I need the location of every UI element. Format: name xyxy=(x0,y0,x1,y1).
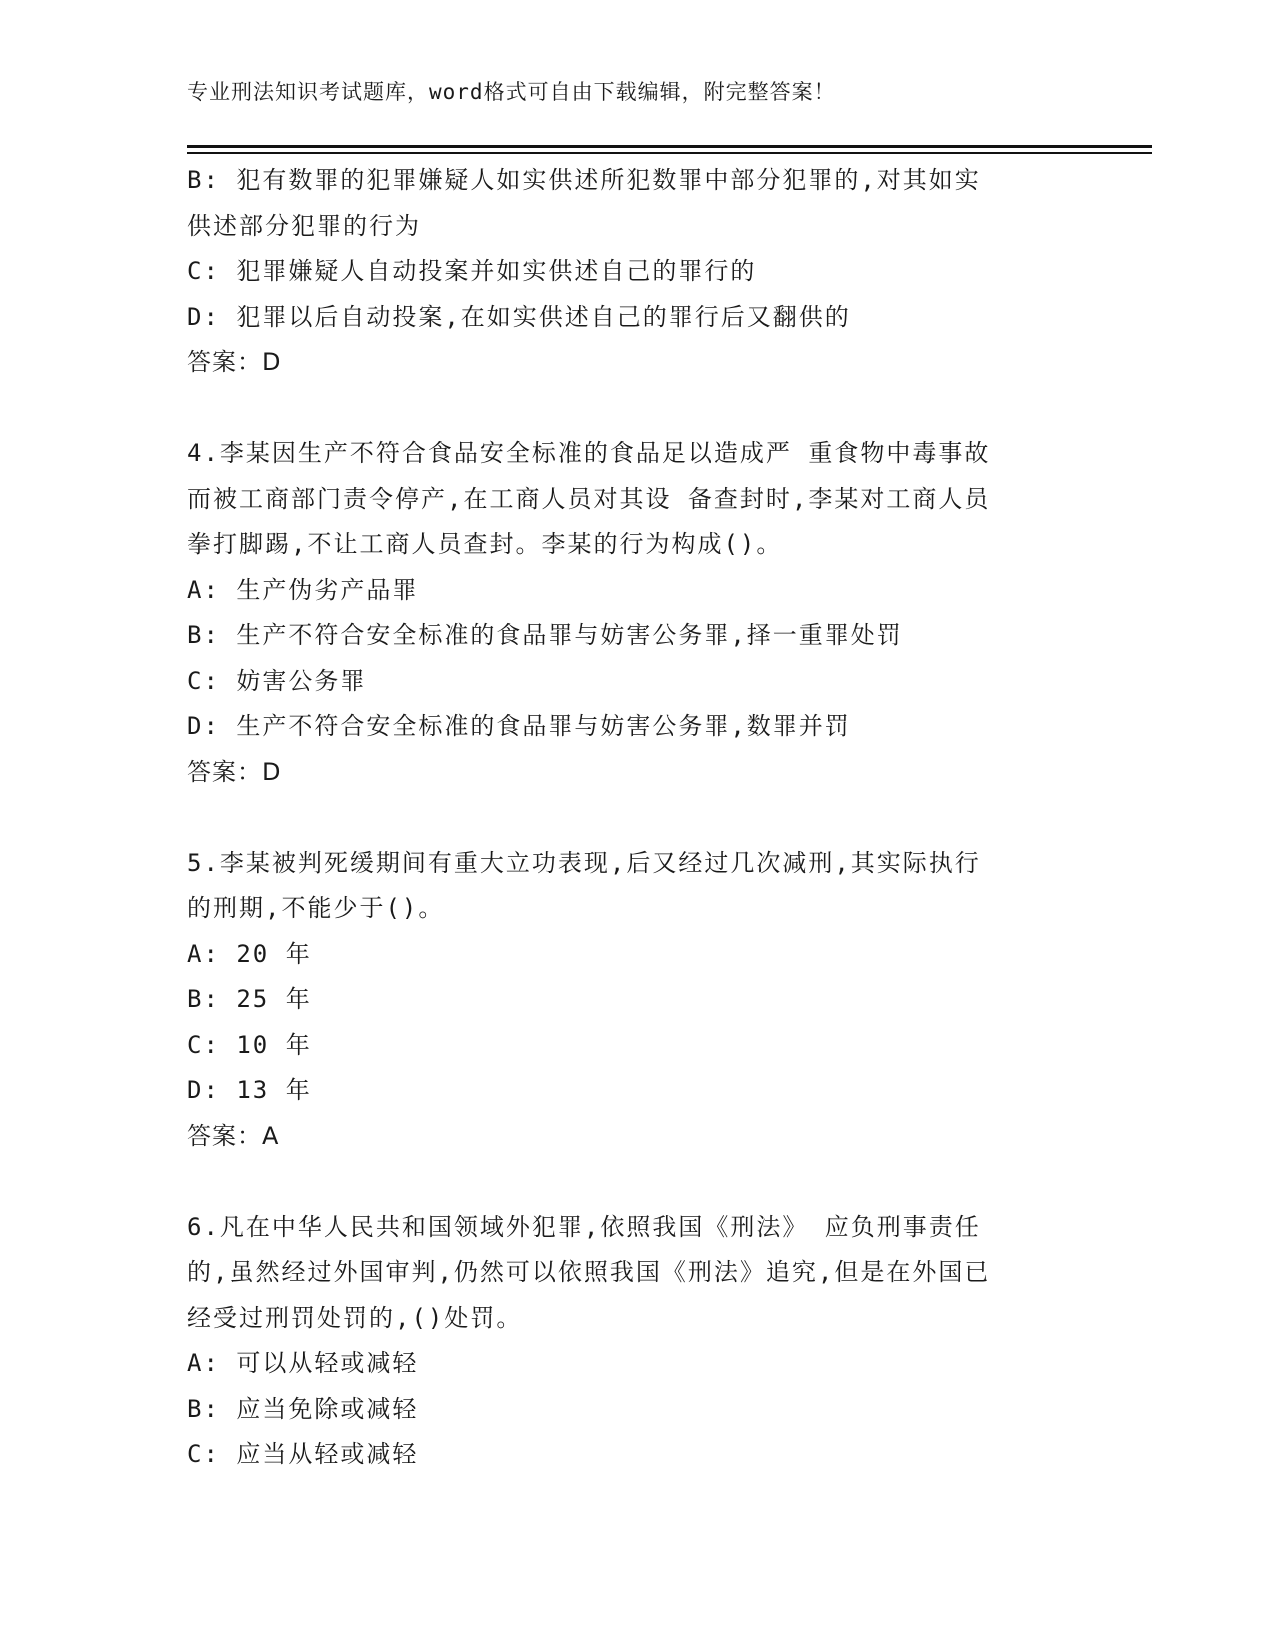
page-header: 专业刑法知识考试题库，word格式可自由下载编辑，附完整答案！ xyxy=(187,80,836,104)
q6-option-a: A: 可以从轻或减轻 xyxy=(187,1349,419,1377)
header-rule-thin xyxy=(187,152,1152,154)
q5-answer: 答案：A xyxy=(187,1121,280,1150)
spacer xyxy=(187,386,1087,432)
q5-option-c: C: 10 年 xyxy=(187,1030,312,1059)
q6-stem-line2: 的,虽然经过外国审判,仍然可以依照我国《刑法》追究,但是在外国已 xyxy=(187,1258,991,1286)
q6-option-c: C: 应当从轻或减轻 xyxy=(187,1440,419,1468)
q4-answer: 答案：D xyxy=(187,757,282,786)
q6-stem-line3: 经受过刑罚处罚的,()处罚。 xyxy=(187,1303,523,1332)
q5-option-b: B: 25 年 xyxy=(187,985,312,1013)
q4-stem-line2: 而被工商部门责令停产,在工商人员对其设 备查封时,李某对工商人员 xyxy=(187,484,991,513)
document-body xyxy=(187,158,1087,1478)
q6-stem-line1: 6.凡在中华人民共和国领域外犯罪,依照我国《刑法》 应负刑事责任 xyxy=(187,1212,981,1241)
spacer xyxy=(187,1159,1087,1205)
q4-option-a: A: 生产伪劣产品罪 xyxy=(187,575,419,604)
q4-option-d: D: 生产不符合安全标准的食品罪与妨害公务罪,数罪并罚 xyxy=(187,712,851,740)
q6-option-b: B: 应当免除或减轻 xyxy=(187,1394,419,1423)
q3-option-b-line2: 供述部分犯罪的行为 xyxy=(187,211,421,240)
q4-option-b: B: 生产不符合安全标准的食品罪与妨害公务罪,择一重罪处罚 xyxy=(187,621,903,649)
q5-stem-line2: 的刑期,不能少于()。 xyxy=(187,894,445,922)
q4-stem-line3: 拳打脚踢,不让工商人员查封。李某的行为构成()。 xyxy=(187,530,783,558)
header-rule-thick xyxy=(187,145,1152,148)
q5-option-d: D: 13 年 xyxy=(187,1076,312,1104)
q3-option-b-line1: B: 犯有数罪的犯罪嫌疑人如实供述所犯数罪中部分犯罪的,对其如实 xyxy=(187,166,981,194)
q3-option-c: C: 犯罪嫌疑人自动投案并如实供述自己的罪行的 xyxy=(187,257,757,285)
q5-stem-line1: 5.李某被判死缓期间有重大立功表现,后又经过几次减刑,其实际执行 xyxy=(187,848,981,877)
q4-stem-line1: 4.李某因生产不符合食品安全标准的食品足以造成严 重食物中毒事故 xyxy=(187,439,991,467)
q4-option-c: C: 妨害公务罪 xyxy=(187,666,367,695)
q3-answer: 答案：D xyxy=(187,348,282,376)
spacer xyxy=(187,795,1087,841)
q3-option-d: D: 犯罪以后自动投案,在如实供述自己的罪行后又翻供的 xyxy=(187,302,851,331)
q5-option-a: A: 20 年 xyxy=(187,939,312,968)
